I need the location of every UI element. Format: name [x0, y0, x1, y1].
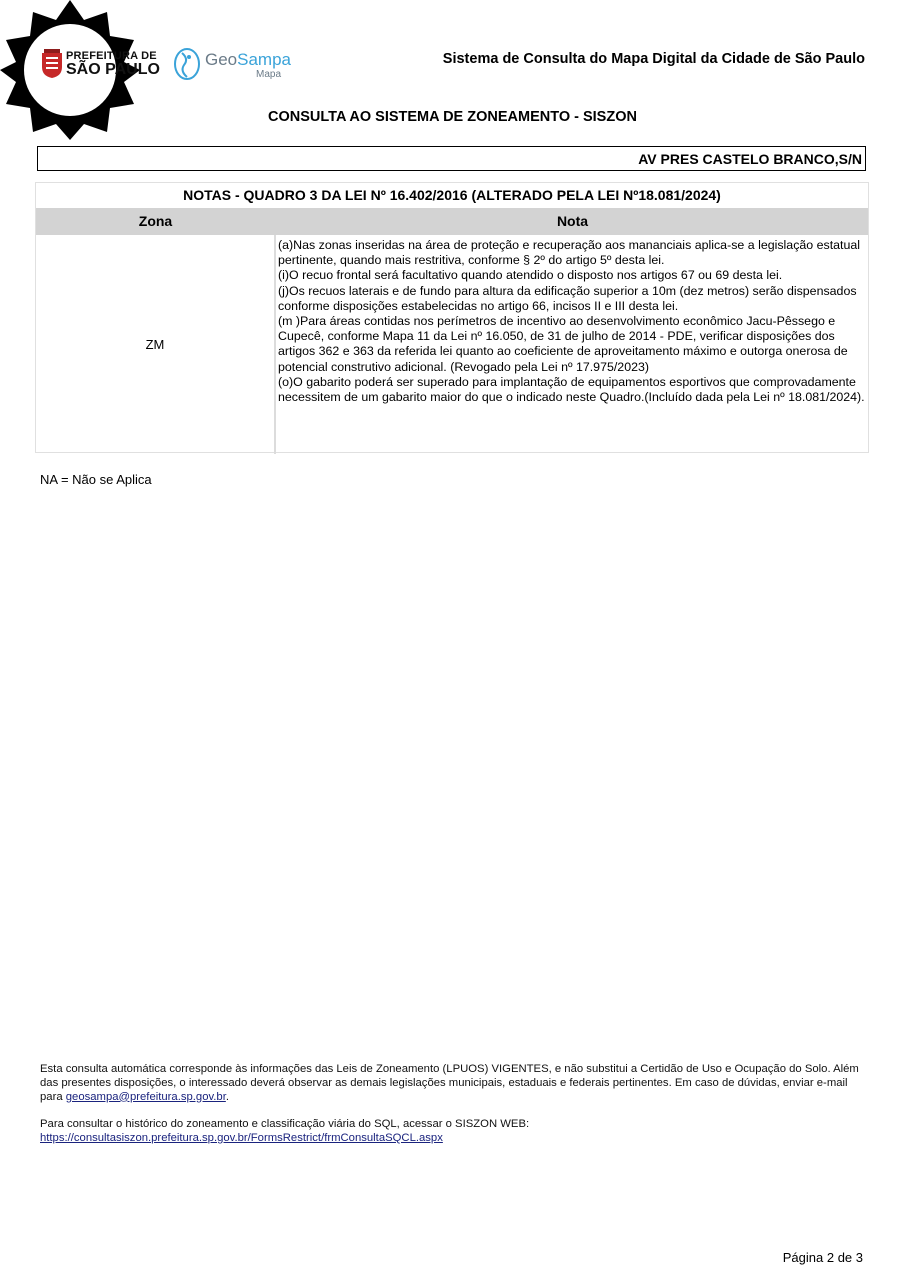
na-legend: NA = Não se Aplica	[40, 472, 152, 487]
geosampa-globe-icon	[173, 47, 201, 81]
geosampa-geo: Geo	[205, 50, 238, 69]
system-title: Sistema de Consulta do Mapa Digital da Cidade de São Paulo	[442, 51, 865, 67]
column-header-zona: Zona	[138, 213, 173, 229]
page-subtitle: CONSULTA AO SISTEMA DE ZONEAMENTO - SISZON	[268, 109, 637, 125]
prefeitura-line1: PREFEITURA DE	[66, 50, 157, 62]
geosampa-subtitle: Mapa	[256, 69, 282, 80]
email-link[interactable]: geosampa@prefeitura.sp.gov.br	[65, 1090, 226, 1103]
disclaimer-text: Esta consulta automática corresponde às informações das Leis de Zoneamento (LPUOS) VIGENTES, e não substitui a Certidão de Uso e Ocupação do Solo. Além das presentes disposições, o interessado deverá observar as demais legislações municipais, estaduais e federais pertinentes. Em caso de dúvidas, enviar e-mail para	[40, 1063, 859, 1103]
column-header-nota: Nota	[556, 213, 589, 229]
footer-disclaimer	[40, 1063, 860, 1104]
table-header-row	[36, 208, 868, 235]
notes-table	[35, 182, 869, 453]
city-emblem-icon	[40, 49, 64, 79]
prefeitura-logo	[40, 47, 160, 83]
footer-history	[40, 1118, 860, 1146]
address-box	[37, 146, 866, 171]
geosampa-wordmark	[205, 50, 291, 70]
page-number: Página 2 de 3	[782, 1250, 863, 1265]
zone-cell: ZM	[145, 337, 165, 352]
prefeitura-line2: SÃO PAULO	[66, 61, 160, 78]
column-divider	[274, 235, 276, 454]
note-item: (m )Para áreas contidas nos perímetros de incentivo ao desenvolvimento econômico Jacu-Pêssego e Cupecê, conforme Mapa 11 da Lei nº 16.050, de 31 de julho de 2014 - PDE, verificar disposições dos artigos 362 e 363 da referida lei quanto ao coeficiente de aproveitamento máximo e outorga onerosa de potencial construtivo adicional. (Revogado pela Lei nº 17.975/2023)	[278, 314, 848, 374]
geosampa-sampa: Sampa	[237, 50, 292, 69]
address-text: AV PRES CASTELO BRANCO,S/N	[638, 151, 862, 167]
history-text: Para consultar o histórico do zoneamento e classificação viária do SQL, acessar o SISZON WEB:	[40, 1118, 530, 1130]
note-item: (j)Os recuos laterais e de fundo para altura da edificação superior a 10m (dez metros) serão dispensados conforme disposições estabelecidas no artigo 66, incisos II e III desta lei.	[278, 283, 857, 313]
note-cell	[278, 238, 866, 405]
disclaimer-end: .	[225, 1090, 229, 1103]
note-item: (a)Nas zonas inseridas na área de proteção e recuperação aos mananciais aplica-se a legislação estatual pertinente, quando mais restritiva, conforme § 2º do artigo 5º desta lei.	[278, 238, 861, 268]
siszon-web-link[interactable]: https://consultasiszon.prefeitura.sp.gov.br/FormsRestrict/frmConsultaSQCL.aspx	[40, 1131, 443, 1144]
notes-table-title: NOTAS - QUADRO 3 DA LEI Nº 16.402/2016 (ALTERADO PELA LEI Nº18.081/2024)	[183, 187, 721, 203]
geosampa-logo	[173, 45, 293, 85]
note-item: (o)O gabarito poderá ser superado para implantação de equipamentos esportivos que comprovadamente necessitem de um gabarito maior do que o indicado neste Quadro.(Incluído dada pela Lei nº 18.081/2024).	[278, 374, 865, 405]
note-item: (i)O recuo frontal será facultativo quando atendido o disposto nos artigos 67 ou 69 desta lei.	[278, 268, 783, 283]
